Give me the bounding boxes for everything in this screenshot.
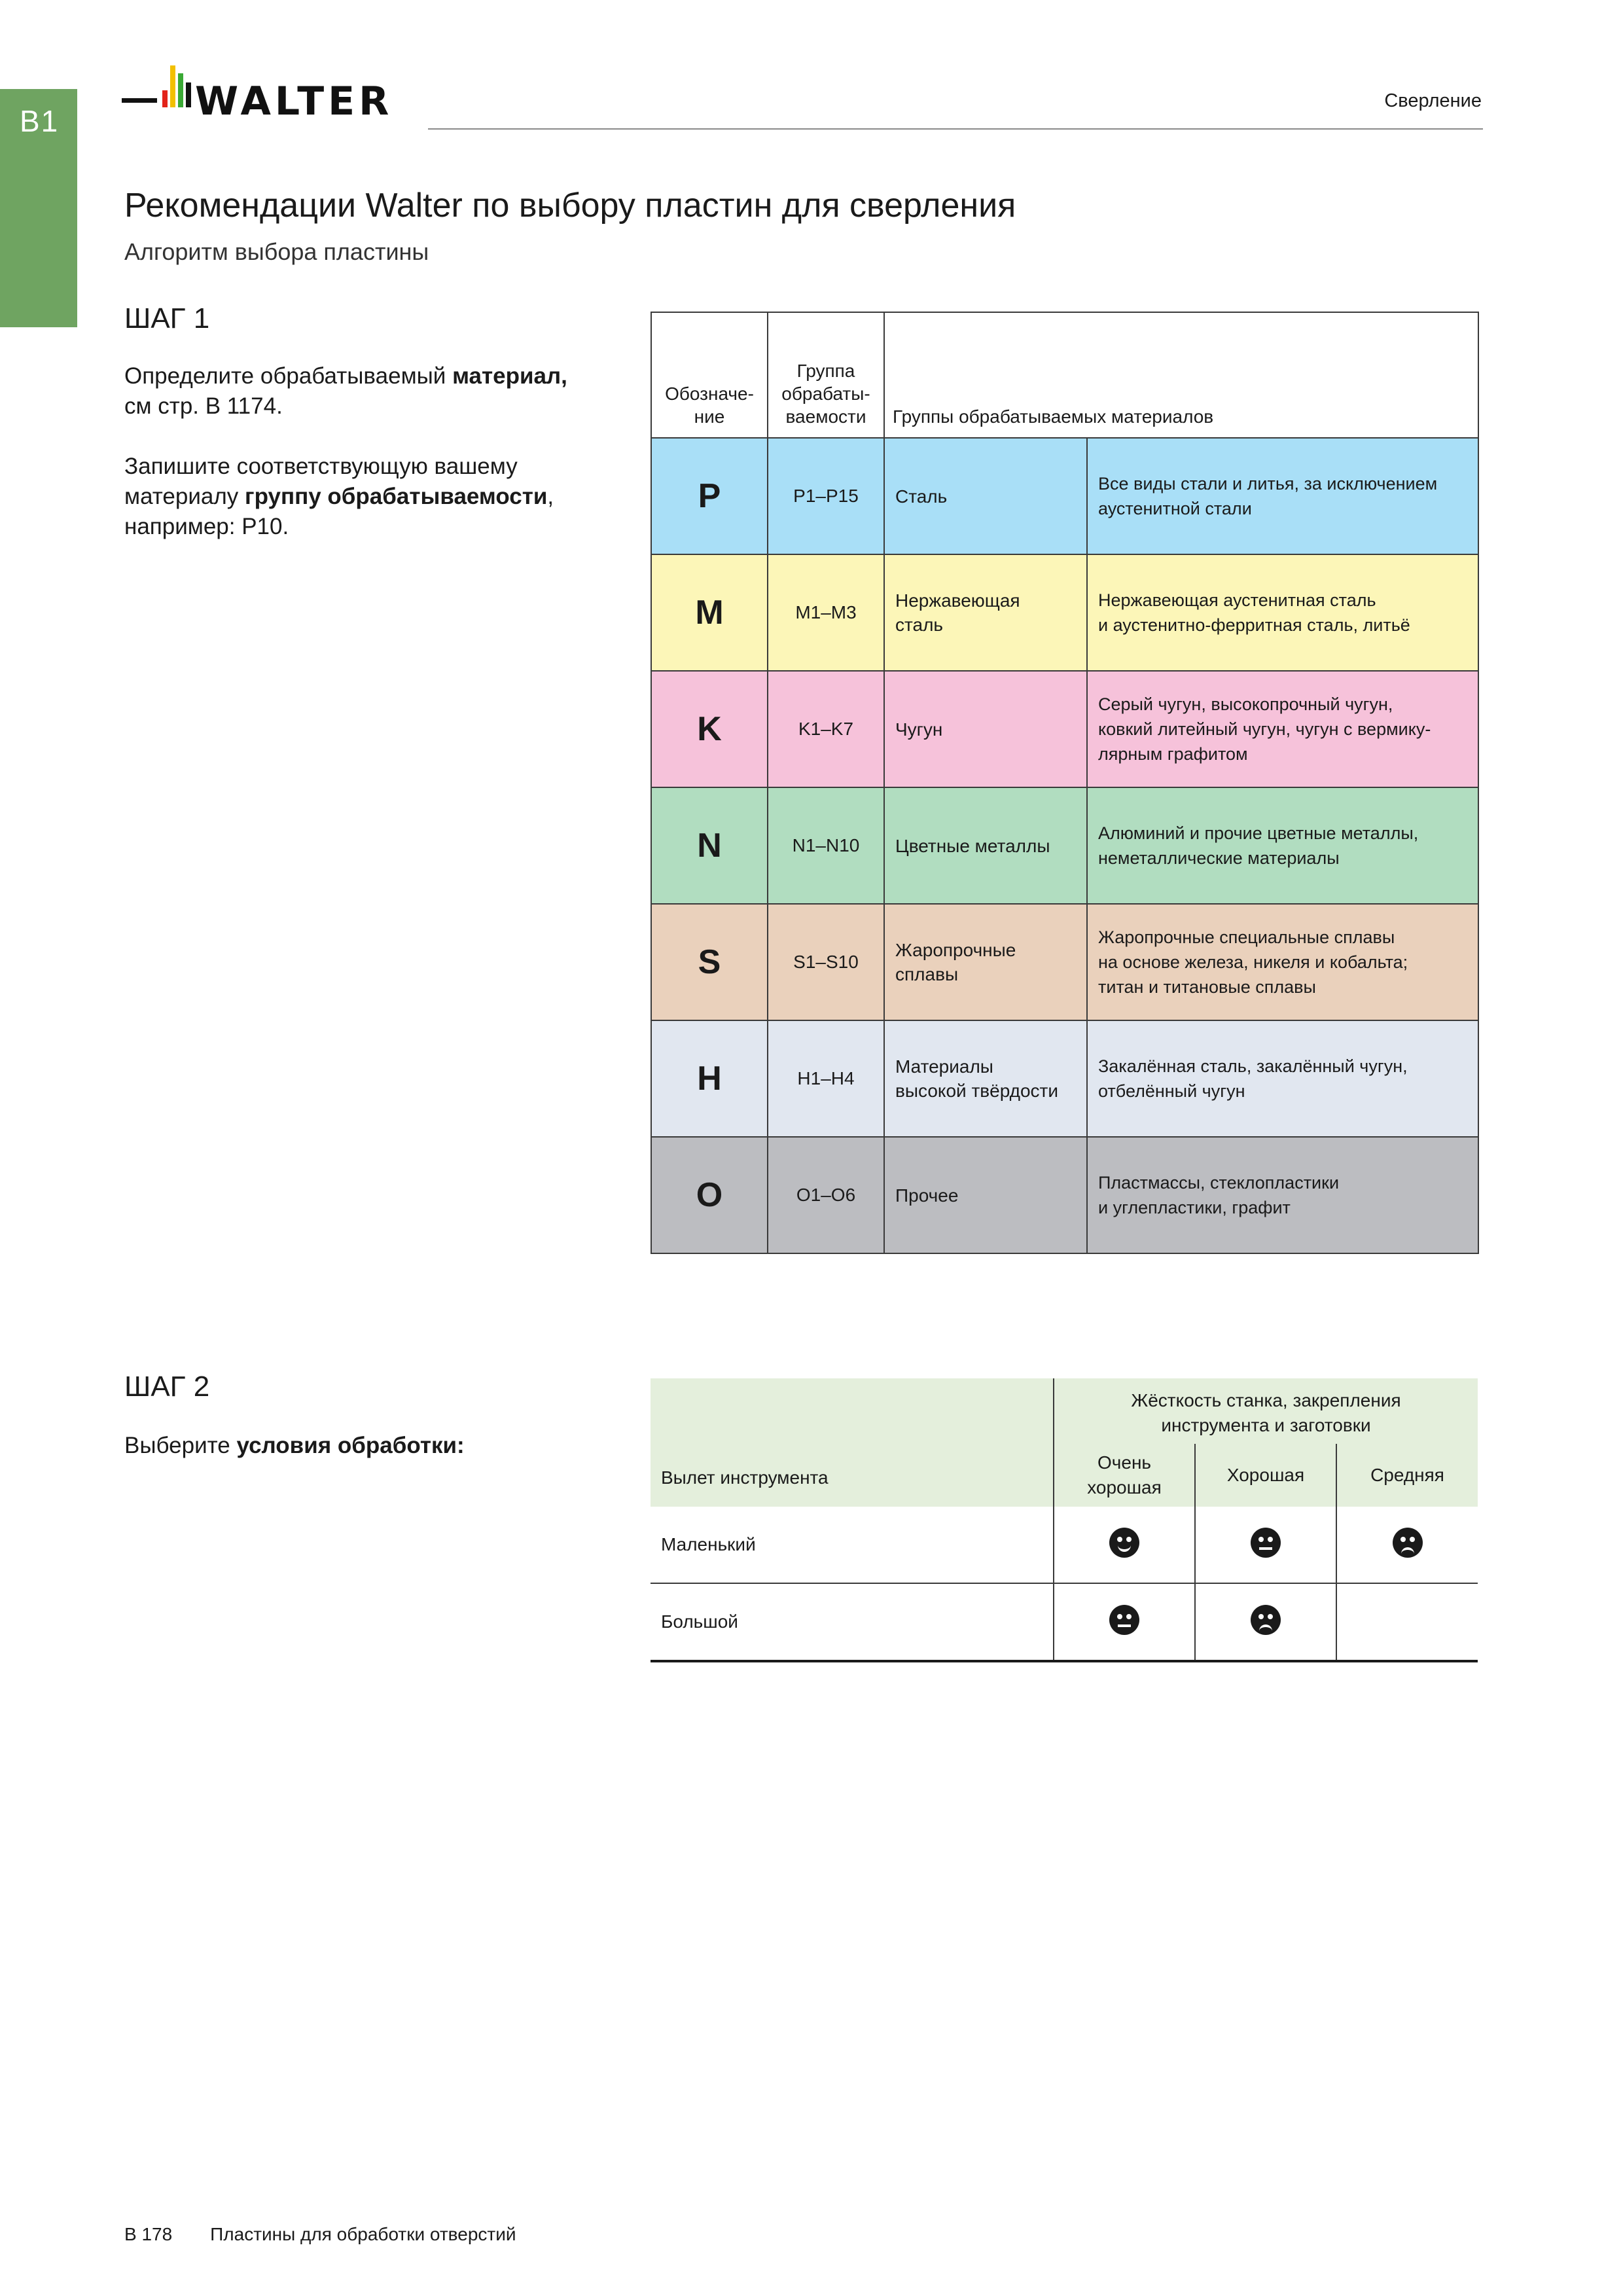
material-name: Чугун [884,671,1087,787]
material-group: N1–N10 [768,787,884,904]
bad-face-icon [1393,1528,1423,1558]
material-code: K [651,671,768,787]
neutral-face-icon [1251,1528,1281,1558]
step1-paragraph-1 [124,361,596,422]
good-face-icon [1109,1528,1139,1558]
material-row [651,438,1478,554]
material-name: Нержавеющая сталь [884,554,1087,671]
col-header-materials: Группы обрабатываемых материалов [884,312,1478,438]
material-groups-table [651,312,1479,1254]
col-header-group: Группа обрабаты- ваемости [768,312,884,438]
step1-heading: ШАГ 1 [124,302,210,334]
overhang-label: Большой [651,1583,1054,1661]
page-title: Рекомендации Walter по выбору пластин для сверления [124,187,1016,224]
section-title: Сверление [1384,90,1482,111]
logo-text: WALTER [195,79,393,124]
step1-p2-tail: , например: P10. [124,484,554,539]
material-code: H [651,1020,768,1137]
material-code: S [651,904,768,1020]
overhang-row [651,1507,1478,1583]
material-group: O1–O6 [768,1137,884,1253]
material-code: N [651,787,768,904]
step1-p1-ref: см стр. B 1174. [124,393,283,419]
header-divider [428,128,1483,130]
material-name: Материалы высокой твёрдости [884,1020,1087,1137]
col-header-rigidity: Жёсткость станка, закрепления инструмента и заготовки [1054,1378,1478,1444]
material-group: S1–S10 [768,904,884,1020]
material-row [651,554,1478,671]
step1-p1-text: Определите обрабатываемый [124,363,453,389]
material-group: K1–K7 [768,671,884,787]
material-code: M [651,554,768,671]
rating-cell [1195,1507,1336,1583]
conditions-table [651,1378,1478,1662]
material-group: M1–M3 [768,554,884,671]
col-header-overhang: Вылет инструмента [651,1378,1054,1507]
chapter-tab [0,89,77,327]
material-description: Все виды стали и литья, за исключением аустенитной стали [1087,438,1478,554]
overhang-label: Маленький [651,1507,1054,1583]
rating-cell [1336,1583,1478,1661]
material-name: Жаропрочные сплавы [884,904,1087,1020]
footer-title: Пластины для обработки отверстий [210,2224,516,2244]
rating-cell [1054,1507,1195,1583]
step1-p2-bold: группу обрабатываемости [245,484,548,509]
material-description: Нержавеющая аустенитная сталь и аустенитно-ферритная сталь, литьё [1087,554,1478,671]
rating-cell [1336,1507,1478,1583]
material-name: Цветные металлы [884,787,1087,904]
rigidity-column-header: Средняя [1336,1444,1478,1507]
material-row [651,787,1478,904]
material-name: Сталь [884,438,1087,554]
rigidity-column-header: Очень хорошая [1054,1444,1195,1507]
rating-cell [1195,1583,1336,1661]
material-row [651,1020,1478,1137]
step2-bold: условия обработки: [236,1433,465,1458]
material-description: Серый чугун, высокопрочный чугун, ковкий литейный чугун, чугун с вермику- лярным графитом [1087,671,1478,787]
rating-cell [1054,1583,1195,1661]
material-group: P1–P15 [768,438,884,554]
material-description: Пластмассы, стеклопластики и углепластики, графит [1087,1137,1478,1253]
page-footer [124,2224,516,2245]
material-row [651,1137,1478,1253]
material-name: Прочее [884,1137,1087,1253]
walter-logo [122,59,397,131]
step2-paragraph [124,1431,596,1461]
step2-text: Выберите [124,1433,237,1458]
rigidity-column-header: Хорошая [1195,1444,1336,1507]
material-description: Жаропрочные специальные сплавы на основе железа, никеля и кобальта; титан и титановые сплавы [1087,904,1478,1020]
material-row [651,671,1478,787]
material-description: Закалённая сталь, закалённый чугун, отбелённый чугун [1087,1020,1478,1137]
overhang-row [651,1583,1478,1661]
step1-p2-text: Запишите соответствующую вашему материалу [124,454,518,509]
material-code: O [651,1137,768,1253]
page-number: B 178 [124,2224,173,2244]
neutral-face-icon [1109,1605,1139,1635]
step2-heading: ШАГ 2 [124,1371,210,1403]
page-subtitle: Алгоритм выбора пластины [124,238,429,265]
step1-p1-bold: материал, [452,363,567,389]
material-code: P [651,438,768,554]
step1-paragraph-2 [124,452,596,542]
material-description: Алюминий и прочие цветные металлы, неметаллические материалы [1087,787,1478,904]
col-header-code: Обозначе- ние [651,312,768,438]
chapter-tab-label: B1 [20,104,60,138]
bad-face-icon [1251,1605,1281,1635]
material-row [651,904,1478,1020]
material-group: H1–H4 [768,1020,884,1137]
